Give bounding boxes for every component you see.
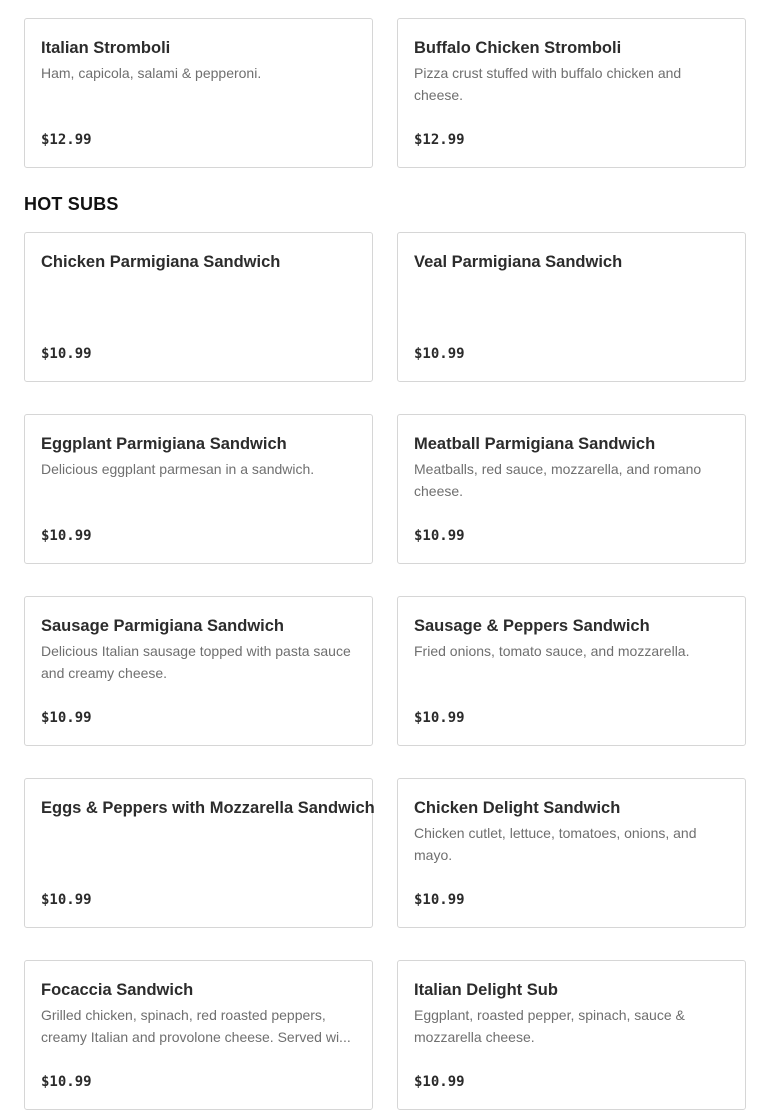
menu-item-card[interactable]: [397, 960, 746, 1110]
menu-item-card[interactable]: [397, 18, 746, 168]
menu-item-name: Sausage & Peppers Sandwich: [414, 617, 650, 635]
menu-item-name: Chicken Delight Sandwich: [414, 799, 621, 817]
menu-item-price: $10.99: [414, 892, 465, 908]
menu-item-card[interactable]: [24, 18, 373, 168]
menu-item-card[interactable]: [24, 960, 373, 1110]
menu-item-price: $10.99: [41, 710, 92, 726]
menu-item-description: Chicken cutlet, lettuce, tomatoes, onions, and mayo.: [414, 825, 697, 863]
menu-item-description: Eggplant, roasted pepper, spinach, sauce & mozzarella cheese.: [414, 1007, 685, 1045]
menu-item-description: Fried onions, tomato sauce, and mozzarella.: [414, 643, 690, 659]
menu-item-description: Meatballs, red sauce, mozzarella, and romano cheese.: [414, 461, 702, 499]
menu-item-name: Buffalo Chicken Stromboli: [414, 39, 622, 57]
menu-item-card[interactable]: [397, 232, 746, 382]
menu-item-description: Delicious Italian sausage topped with pasta sauce and creamy cheese.: [41, 643, 351, 681]
menu-item-description: Pizza crust stuffed with buffalo chicken and cheese.: [414, 65, 682, 103]
menu-item-price: $10.99: [41, 1074, 92, 1090]
menu-item-card[interactable]: [24, 596, 373, 746]
menu-item-price: $10.99: [41, 892, 92, 908]
menu-item-name: Chicken Parmigiana Sandwich: [41, 253, 281, 271]
menu-item-card[interactable]: [24, 414, 373, 564]
menu-item-name: Sausage Parmigiana Sandwich: [41, 617, 285, 635]
menu-item-name: Focaccia Sandwich: [41, 981, 194, 999]
menu-item-name: Italian Delight Sub: [414, 981, 558, 999]
menu-item-card[interactable]: [24, 778, 373, 928]
menu-item-price: $10.99: [414, 710, 465, 726]
menu-item-description: Delicious eggplant parmesan in a sandwich.: [41, 461, 315, 477]
menu-item-price: $10.99: [414, 346, 465, 362]
menu-item-name: Meatball Parmigiana Sandwich: [414, 435, 656, 453]
menu-item-price: $12.99: [414, 132, 465, 148]
menu-item-description: Ham, capicola, salami & pepperoni.: [41, 65, 262, 81]
menu-item-price: $10.99: [414, 528, 465, 544]
menu-item-card[interactable]: [24, 232, 373, 382]
section-title-hot-subs: HOT SUBS: [24, 194, 119, 214]
menu-item-price: $10.99: [414, 1074, 465, 1090]
menu-item-price: $10.99: [41, 528, 92, 544]
menu-item-card[interactable]: [397, 596, 746, 746]
menu-item-price: $10.99: [41, 346, 92, 362]
menu-item-name: Italian Stromboli: [41, 39, 171, 57]
menu-item-name: Veal Parmigiana Sandwich: [414, 253, 623, 271]
menu-item-name: Eggs & Peppers with Mozzarella Sandwich: [41, 799, 375, 817]
hot-subs-item-grid: [24, 232, 746, 1110]
menu-item-name: Eggplant Parmigiana Sandwich: [41, 435, 287, 453]
menu-item-card[interactable]: [397, 414, 746, 564]
menu-item-description: Grilled chicken, spinach, red roasted peppers, creamy Italian and provolone cheese. Served wi...: [41, 1007, 351, 1045]
menu-item-price: $12.99: [41, 132, 92, 148]
stromboli-item-grid: [24, 18, 746, 168]
menu-item-card[interactable]: [397, 778, 746, 928]
